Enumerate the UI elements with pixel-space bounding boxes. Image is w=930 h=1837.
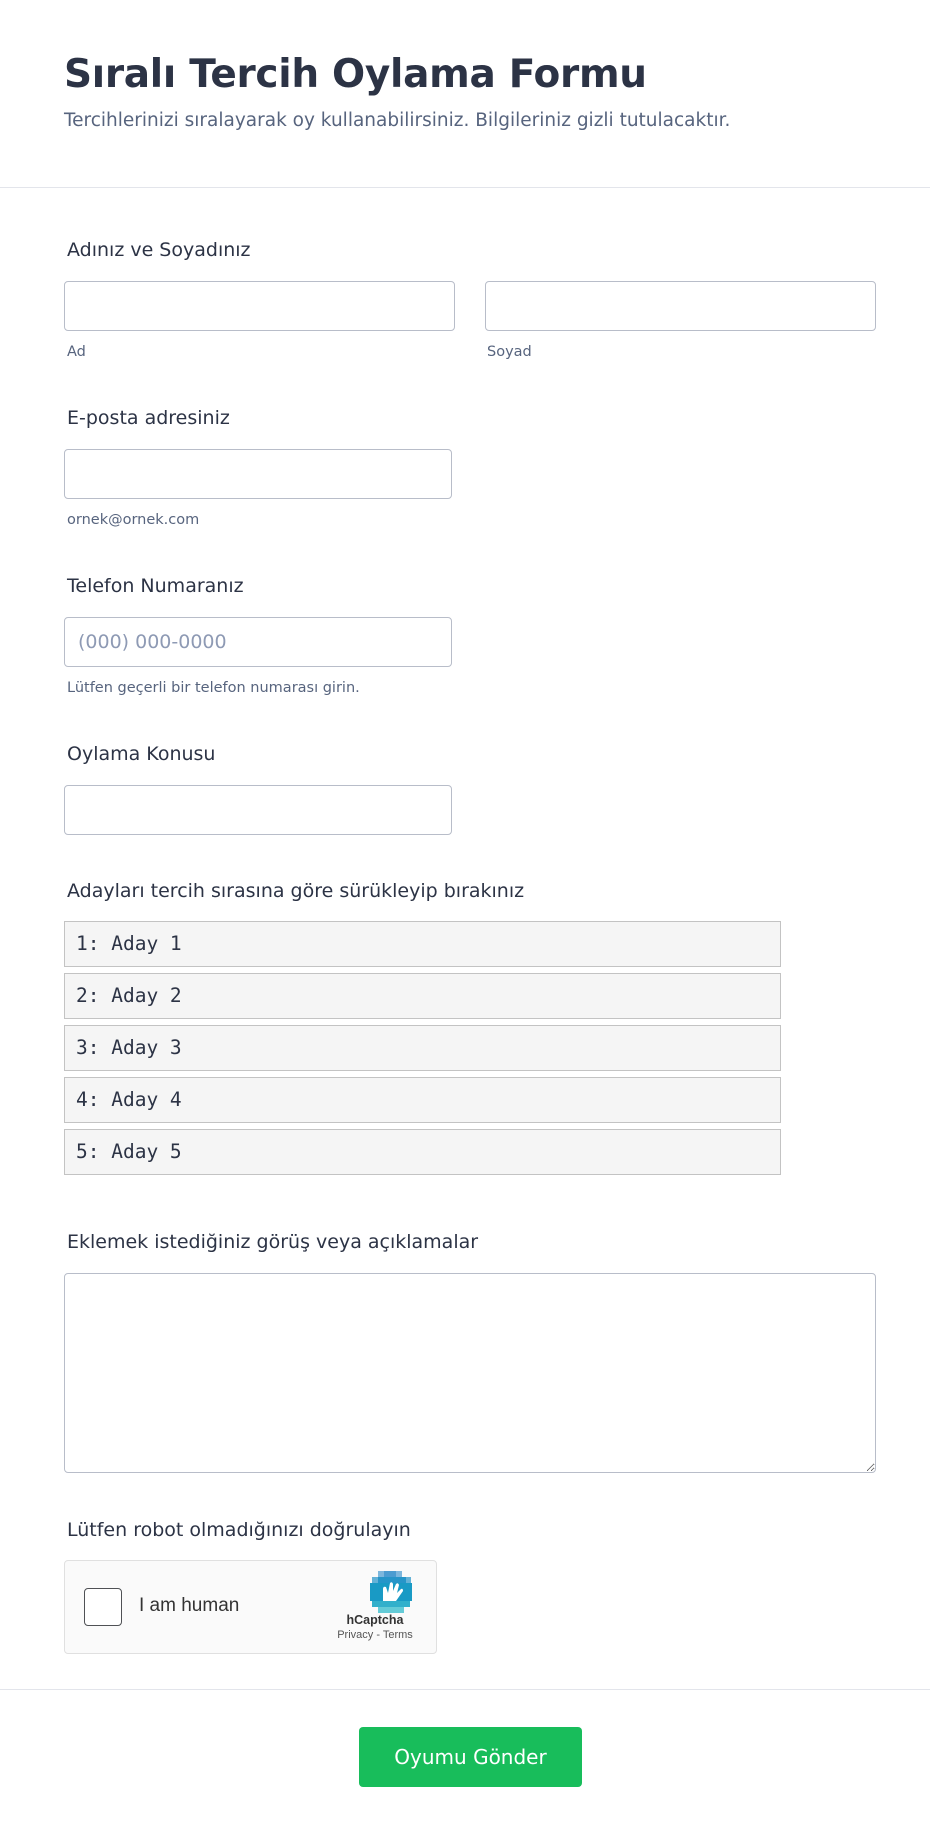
ranking-item-2[interactable]: 2: Aday 2 bbox=[64, 973, 781, 1019]
captcha-checkbox[interactable] bbox=[84, 1588, 122, 1626]
email-sublabel: ornek@ornek.com bbox=[67, 512, 200, 528]
page-title: Sıralı Tercih Oylama Formu bbox=[64, 52, 647, 97]
email-input[interactable] bbox=[64, 449, 452, 499]
comments-label: Eklemek istediğiniz görüş veya açıklamalar bbox=[67, 1231, 479, 1253]
ranking-label: Adayları tercih sırasına göre sürükleyip bırakınız bbox=[67, 880, 525, 902]
phone-sublabel: Lütfen geçerli bir telefon numarası girin. bbox=[67, 680, 360, 696]
captcha-label: Lütfen robot olmadığınızı doğrulayın bbox=[67, 1519, 411, 1541]
ranking-item-3[interactable]: 3: Aday 3 bbox=[64, 1025, 781, 1071]
captcha-terms-link[interactable]: Terms bbox=[382, 1629, 413, 1641]
phone-input[interactable] bbox=[64, 617, 452, 667]
first-name-sublabel: Ad bbox=[67, 344, 86, 360]
ranking-item-4[interactable]: 4: Aday 4 bbox=[64, 1077, 781, 1123]
captcha-widget bbox=[64, 1560, 437, 1654]
email-label: E-posta adresiniz bbox=[67, 407, 230, 429]
captcha-links bbox=[323, 1629, 427, 1641]
captcha-link-separator: - bbox=[373, 1629, 383, 1641]
captcha-text: I am human bbox=[139, 1595, 240, 1616]
submit-button[interactable]: Oyumu Gönder bbox=[359, 1727, 582, 1787]
ranking-item-5[interactable]: 5: Aday 5 bbox=[64, 1129, 781, 1175]
last-name-sublabel: Soyad bbox=[487, 344, 532, 360]
captcha-privacy-link[interactable]: Privacy bbox=[337, 1629, 374, 1641]
ranking-item-1[interactable]: 1: Aday 1 bbox=[64, 921, 781, 967]
first-name-input[interactable] bbox=[64, 281, 455, 331]
phone-label: Telefon Numaranız bbox=[67, 575, 244, 597]
comments-textarea[interactable] bbox=[64, 1273, 876, 1473]
topic-input[interactable] bbox=[64, 785, 452, 835]
topic-label: Oylama Konusu bbox=[67, 743, 216, 765]
footer-divider bbox=[0, 1689, 930, 1690]
last-name-input[interactable] bbox=[485, 281, 876, 331]
form-header bbox=[0, 0, 930, 188]
page-subtitle: Tercihlerinizi sıralayarak oy kullanabilirsiniz. Bilgileriniz gizli tutulacaktır. bbox=[64, 110, 731, 131]
hcaptcha-logo-icon bbox=[370, 1571, 412, 1613]
captcha-brand: hCaptcha bbox=[346, 1613, 404, 1627]
name-label: Adınız ve Soyadınız bbox=[67, 239, 251, 261]
